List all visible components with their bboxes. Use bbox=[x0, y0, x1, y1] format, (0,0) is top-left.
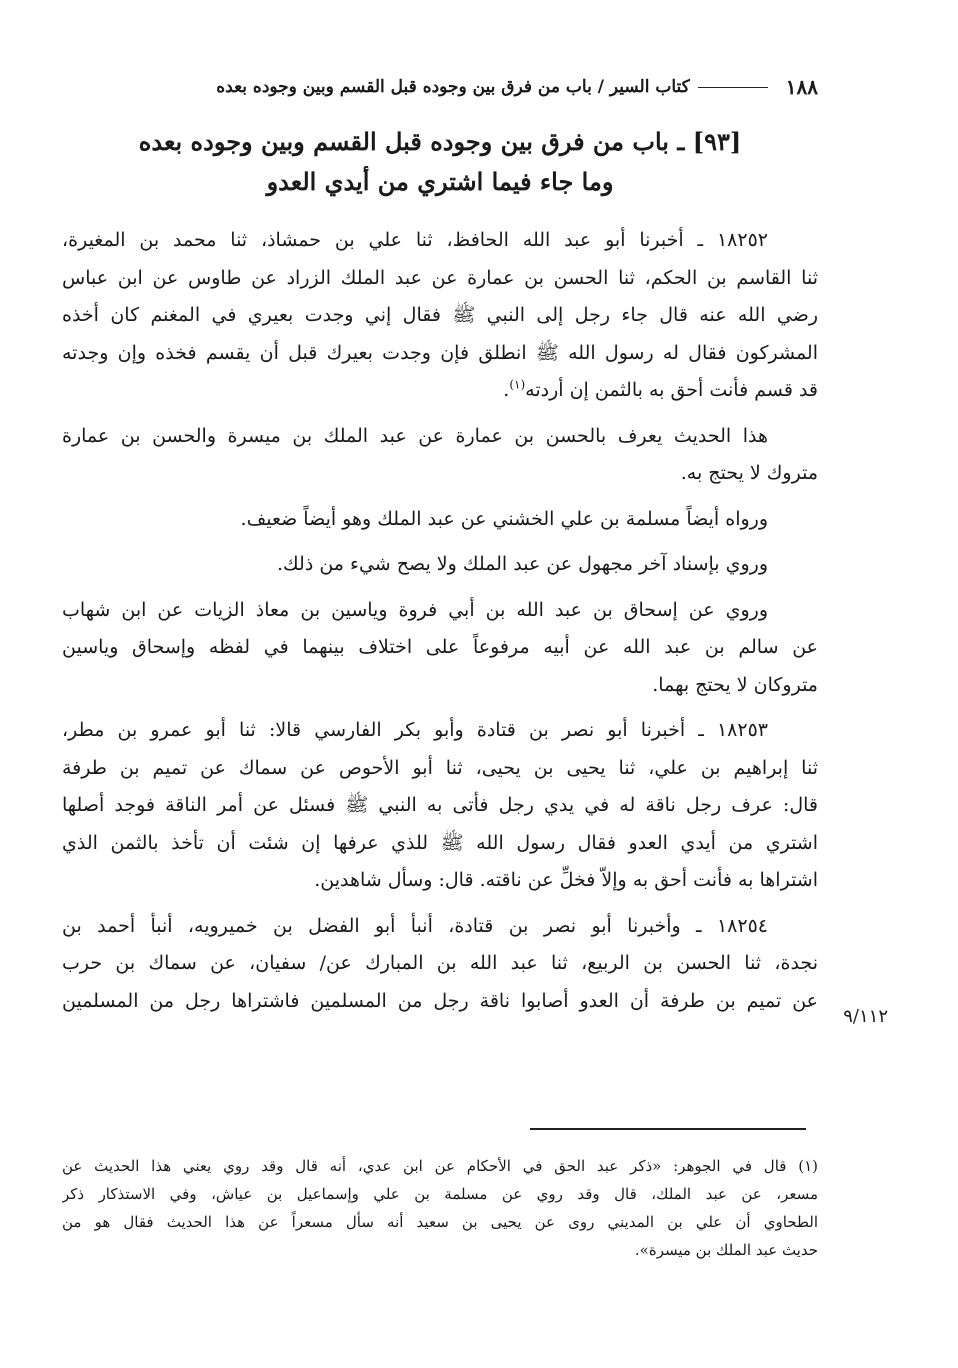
margin-reference: ٩/١١٢ bbox=[843, 1006, 888, 1027]
text-line: متروك لا يحتج به. bbox=[680, 462, 818, 484]
commentary-paragraph bbox=[62, 501, 818, 539]
text-line: ١٨٢٥٢ ـ أخبرنا أبو عبد الله الحافظ، ثنا علي بن حمشاذ، ثنا محمد بن المغيرة، bbox=[62, 229, 768, 251]
text-line: ثنا إبراهيم بن علي، ثنا يحيى بن يحيى، ثنا أبو الأحوص عن سماك عن تميم بن طرفة bbox=[62, 756, 818, 779]
text-line: هذا الحديث يعرف بالحسن بن عمارة عن عبد الملك بن ميسرة والحسن بن عمارة bbox=[62, 424, 768, 447]
text-line: وروي عن إسحاق بن عبد الله بن أبي فروة وياسين بن معاذ الزيات عن ابن شهاب bbox=[62, 598, 768, 621]
text-line: اشتري من أيدي العدو فقال رسول الله ﷺ للذي عرفها إن شئت أن تأخذ بالثمن الذي bbox=[62, 831, 818, 854]
footnote-line: حديث عبد الملك بن ميسرة». bbox=[634, 1241, 818, 1259]
text-line: ١٨٢٥٤ ـ وأخبرنا أبو نصر بن قتادة، أنبأ أبو الفضل بن خميرويه، أنبأ أحمد بن bbox=[62, 914, 768, 937]
footnote-divider bbox=[530, 1128, 806, 1130]
text-line: عن سالم بن عبد الله عن أبيه مرفوعاً على اختلاف بينهما في لفظه وإسحاق وياسين bbox=[62, 636, 818, 658]
text-line: المشركون فقال له رسول الله ﷺ انطلق فإن وجدت بعيرك قبل أن يقسم فخذه وإن وجدته bbox=[62, 341, 818, 364]
text-line: ١٨٢٥٣ ـ أخبرنا أبو نصر بن قتادة وأبو بكر الفارسي قالا: ثنا أبو عمرو بن مطر، bbox=[62, 719, 768, 741]
running-header bbox=[62, 70, 818, 104]
footnote bbox=[62, 1152, 818, 1264]
chapter-title-line-2: وما جاء فيما اشتري من أيدي العدو bbox=[266, 167, 614, 196]
text-fragment: قد قسم فأنت أحق به بالثمن إن أردته bbox=[525, 379, 818, 401]
text-line: قال: عرف رجل ناقة له في يدي رجل فأتى به النبي ﷺ فسئل عن أمر الناقة فوجد أصلها bbox=[62, 794, 818, 816]
footnote-line: الطحاوي أن علي بن المديني روى عن يحيى بن سعيد أنه سأل مسعراً عن هذا الحديث فقال هو من bbox=[62, 1213, 818, 1231]
hadith-paragraph bbox=[62, 222, 818, 410]
text-line: متروكان لا يحتج بهما. bbox=[652, 673, 818, 696]
hadith-paragraph bbox=[62, 908, 818, 1021]
text-line: نجدة، ثنا الحسن بن الربيع، ثنا عبد الله بن المبارك عن/ سفيان، عن سماك بن حرب bbox=[62, 952, 818, 974]
footnote-line: (١) قال في الجوهر: «ذكر عبد الحق في الأحكام عن ابن عدي، أنه قال وقد روي يعني هذا الحديث عن bbox=[62, 1157, 818, 1175]
text-line: ورواه أيضاً مسلمة بن علي الخشني عن عبد الملك وهو أيضاً ضعيف. bbox=[240, 507, 768, 530]
commentary-paragraph bbox=[62, 418, 818, 493]
commentary-paragraph bbox=[62, 546, 818, 584]
text-fragment: . bbox=[503, 379, 510, 401]
running-title: كتاب السير / باب من فرق بين وجوده قبل القسم وبين وجوده بعده bbox=[216, 77, 690, 97]
body-text bbox=[62, 222, 818, 1028]
text-line bbox=[62, 372, 818, 410]
header-rule bbox=[698, 87, 768, 88]
text-line: ثنا القاسم بن الحكم، ثنا الحسن بن عمارة عن عبد الملك الزراد عن طاوس عن ابن عباس bbox=[62, 266, 818, 289]
page-number: ١٨٨ bbox=[785, 75, 818, 99]
text-line: عن تميم بن طرفة أن العدو أصابوا ناقة رجل من المسلمين فاشتراها رجل من المسلمين bbox=[62, 989, 818, 1012]
text-line: اشتراها به فأنت أحق به وإلاّ فخلِّ عن ناقته. قال: وسأل شاهدين. bbox=[314, 869, 818, 891]
footnote-reference: (١) bbox=[509, 377, 526, 392]
footnote-line: مسعر، عن عبد الملك، قال وقد روي عن مسلمة بن علي وإسماعيل بن عياش، وفي الاستذكار ذكر bbox=[62, 1185, 818, 1203]
chapter-heading bbox=[62, 122, 818, 202]
text-line: وروي بإسناد آخر مجهول عن عبد الملك ولا يصح شيء من ذلك. bbox=[276, 553, 768, 575]
commentary-paragraph bbox=[62, 592, 818, 705]
chapter-title-line-1: [٩٣] ـ باب من فرق بين وجوده قبل القسم وبين وجوده بعده bbox=[138, 127, 742, 156]
text-line: رضي الله عنه قال جاء رجل إلى النبي ﷺ فقال إني وجدت بعيري في المغنم كان أخذه bbox=[62, 304, 818, 326]
hadith-paragraph bbox=[62, 712, 818, 900]
